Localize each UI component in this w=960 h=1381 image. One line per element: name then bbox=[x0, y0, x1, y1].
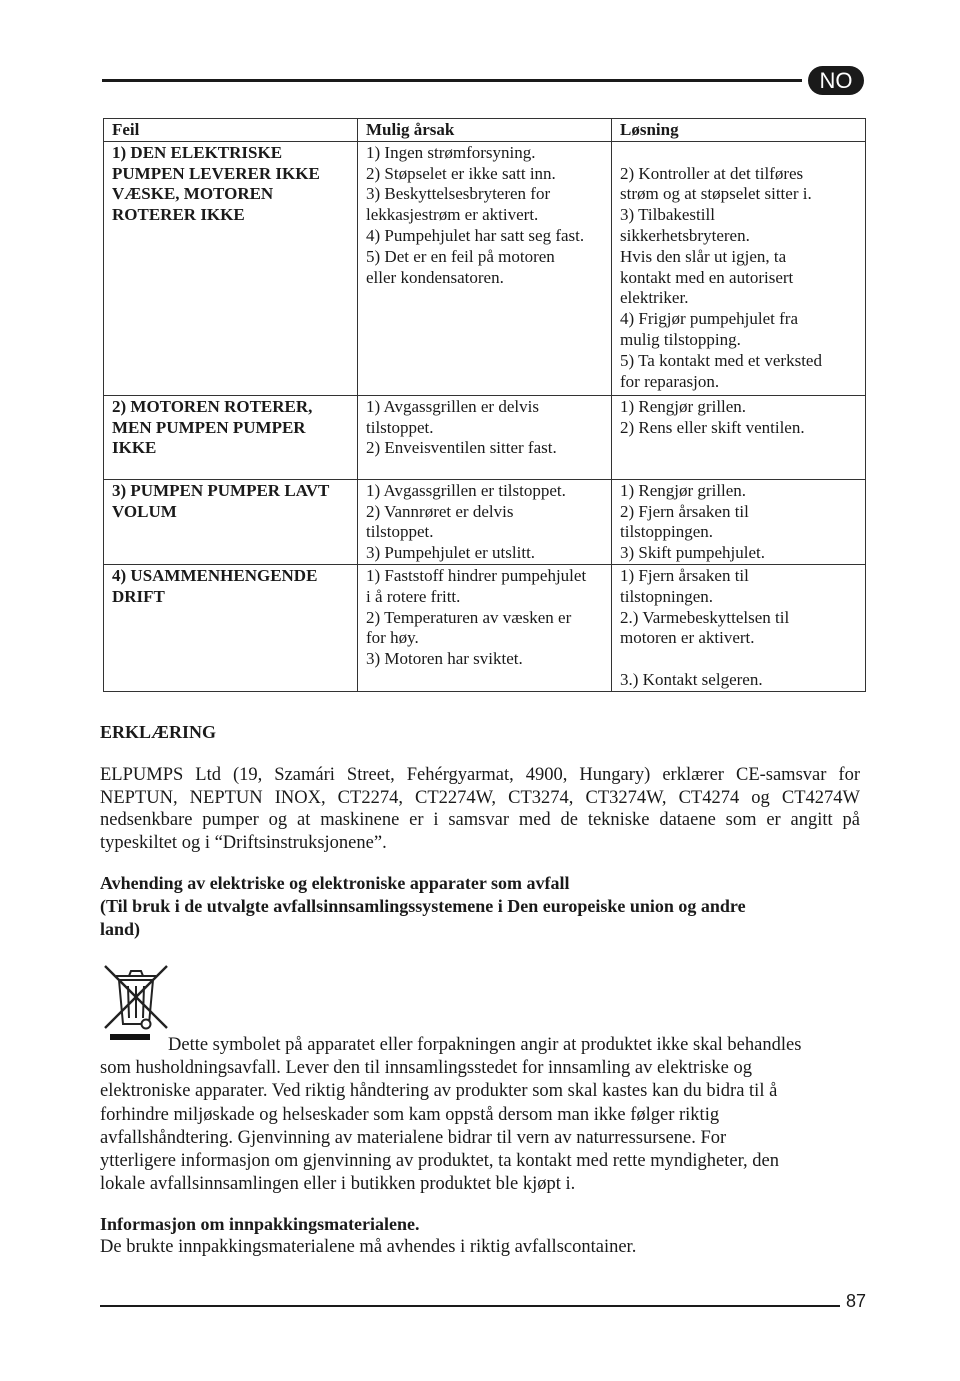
solution-cell bbox=[612, 395, 866, 479]
cell-line: 2.) Varmebeskyttelsen til bbox=[620, 607, 790, 627]
cell-line: 4) USAMMENHENGENDE bbox=[112, 565, 318, 585]
page-number: 87 bbox=[846, 1291, 867, 1311]
cause-cell bbox=[358, 141, 612, 395]
cell-line: 2) MOTOREN ROTERER, bbox=[112, 396, 313, 416]
cell-line: motoren er aktivert. bbox=[620, 628, 755, 648]
cell-line: 2) Fjern årsaken til bbox=[620, 501, 749, 521]
cell-line: 3) Beskyttelsesbryteren for bbox=[366, 184, 551, 204]
table-row bbox=[104, 141, 866, 395]
cell-line: 1) Rengjør grillen. bbox=[620, 396, 747, 416]
cell-line: 1) Fjern årsaken til bbox=[620, 565, 749, 585]
cell-line: 5) Det er en feil på motoren bbox=[366, 246, 555, 266]
fault-cell bbox=[104, 479, 358, 564]
cell-line: 1) Avgassgrillen er delvis bbox=[366, 396, 539, 416]
disposal-heading bbox=[100, 872, 860, 941]
text-line: som husholdningsavfall. Lever den til innsamlingsstedet for innsamling av elektriske og bbox=[100, 1058, 753, 1079]
cell-line: tilstopningen. bbox=[620, 586, 714, 606]
cell-line: 2) Kontroller at det tilføres bbox=[620, 163, 804, 183]
cell-line: 3) PUMPEN PUMPER LAVT bbox=[112, 480, 330, 500]
cell-line: 2) Temperaturen av væsken er bbox=[366, 607, 572, 627]
text-line: typeskiltet og i “Driftsinstruksjonene”. bbox=[100, 832, 387, 853]
cause-cell bbox=[358, 479, 612, 564]
header-solution: Løsning bbox=[612, 119, 866, 142]
cell-line: VÆSKE, MOTOREN bbox=[112, 184, 274, 204]
cell-line: tilstoppingen. bbox=[620, 522, 714, 542]
text-line: forhindre miljøskade og helseskader som kam oppstå dersom man ikke følger riktig bbox=[100, 1104, 720, 1125]
cell-line: 3) Motoren har sviktet. bbox=[366, 649, 523, 669]
text-line: avfallshåndtering. Gjenvinning av materialene bidrar til vern av naturressursene. For bbox=[100, 1127, 727, 1148]
table-row bbox=[104, 395, 866, 479]
cell-line: 1) Ingen strømforsyning. bbox=[366, 142, 536, 162]
cell-line: 3.) Kontakt selgeren. bbox=[620, 669, 763, 689]
cell-line: elektriker. bbox=[620, 288, 689, 308]
cell-line: 1) Faststoff hindrer pumpehjulet bbox=[366, 565, 587, 585]
cell-line: 3) Tilbakestill bbox=[620, 205, 715, 225]
cell-line: IKKE bbox=[112, 438, 157, 458]
text-line: land) bbox=[100, 919, 141, 939]
cell-line: ROTERER IKKE bbox=[112, 205, 245, 225]
fault-cell bbox=[104, 564, 358, 691]
cell-line: mulig tilstopping. bbox=[620, 329, 741, 349]
cell-line: 1) DEN ELEKTRISKE bbox=[112, 142, 283, 162]
cell-line: for høy. bbox=[366, 628, 419, 648]
solution-cell bbox=[612, 564, 866, 691]
language-badge: NO bbox=[808, 66, 864, 95]
text-line: (Til bruk i de utvalgte avfallsinnsamlingssystemene i Den europeiske union og andre bbox=[100, 896, 746, 916]
cell-line: PUMPEN LEVERER IKKE bbox=[112, 163, 320, 183]
table-row bbox=[104, 479, 866, 564]
cell-line: Hvis den slår ut igjen, ta bbox=[620, 246, 787, 266]
packaging-text: De brukte innpakkingsmaterialene må avhendes i riktig avfallscontainer. bbox=[100, 1237, 637, 1257]
disposal-text bbox=[100, 1034, 860, 1196]
cell-line: 1) Rengjør grillen. bbox=[620, 480, 747, 500]
cell-line: 2) Rens eller skift ventilen. bbox=[620, 417, 805, 437]
packaging-heading: Informasjon om innpakkingsmaterialene. bbox=[100, 1214, 420, 1234]
header-cause: Mulig årsak bbox=[358, 119, 612, 142]
cell-line: sikkerhetsbryteren. bbox=[620, 225, 750, 245]
cell-line: 2) Støpselet er ikke satt inn. bbox=[366, 163, 556, 183]
cause-cell bbox=[358, 564, 612, 691]
cell-line: i å rotere fritt. bbox=[366, 586, 461, 606]
declaration-heading: ERKLÆRING bbox=[100, 722, 217, 742]
cell-line: 4) Frigjør pumpehjulet fra bbox=[620, 309, 798, 329]
cell-line: kontakt med en autorisert bbox=[620, 267, 794, 287]
cell-line: 3) Pumpehjulet er utslitt. bbox=[366, 543, 536, 563]
cell-line: 4) Pumpehjulet har satt seg fast. bbox=[366, 225, 585, 245]
cell-line: eller kondensatoren. bbox=[366, 267, 504, 287]
cell-line: 1) Avgassgrillen er tilstoppet. bbox=[366, 480, 566, 500]
text-line: lokale avfallsinnsamlingen eller i butikken produktet ble kjøpt i. bbox=[100, 1174, 576, 1195]
top-rule bbox=[102, 79, 802, 82]
solution-cell bbox=[612, 479, 866, 564]
cell-line: for reparasjon. bbox=[620, 371, 720, 391]
cell-line: 2) Enveisventilen sitter fast. bbox=[366, 438, 557, 458]
cell-line: VOLUM bbox=[112, 501, 177, 521]
cell-line bbox=[620, 649, 857, 670]
text-line: elektroniske apparater. Ved riktig håndtering av produkter som skal kastes kan du bidra til å bbox=[100, 1081, 778, 1102]
weee-crossed-bin-icon bbox=[102, 962, 170, 1042]
troubleshooting-table bbox=[103, 118, 866, 692]
fault-cell bbox=[104, 395, 358, 479]
cell-line: 5) Ta kontakt med et verksted bbox=[620, 350, 822, 370]
table-row bbox=[104, 564, 866, 691]
cell-line: MEN PUMPEN PUMPER bbox=[112, 417, 306, 437]
solution-cell bbox=[612, 141, 866, 395]
text-line: nedsenkbare pumper og at maskinene er i samsvar med de tekniske dataene som er angitt på bbox=[100, 810, 860, 831]
bottom-rule bbox=[100, 1305, 840, 1307]
declaration-text bbox=[100, 764, 860, 854]
text-line: NEPTUN, NEPTUN INOX, CT2274, CT2274W, CT3274, CT3274W, CT4274 og CT4274W bbox=[100, 787, 860, 808]
header-fault: Feil bbox=[104, 119, 358, 142]
cell-line: 2) Vannrøret er delvis bbox=[366, 501, 514, 521]
cell-line: lekkasjestrøm er aktivert. bbox=[366, 205, 539, 225]
cell-line: DRIFT bbox=[112, 586, 165, 606]
cell-line: tilstoppet. bbox=[366, 417, 434, 437]
cell-line bbox=[620, 143, 857, 164]
cell-line: tilstoppet. bbox=[366, 522, 434, 542]
fault-cell bbox=[104, 141, 358, 395]
cause-cell bbox=[358, 395, 612, 479]
table-header-row bbox=[104, 119, 866, 142]
text-line: ytterligere informasjon om gjenvinning av produktet, ta kontakt med rette myndigheter, den bbox=[100, 1151, 779, 1172]
cell-line: 3) Skift pumpehjulet. bbox=[620, 543, 765, 563]
text-line: Dette symbolet på apparatet eller forpakningen angir at produktet ikke skal behandles bbox=[168, 1035, 802, 1055]
cell-line: strøm og at støpselet sitter i. bbox=[620, 184, 812, 204]
text-line: ELPUMPS Ltd (19, Szamári Street, Fehérgyarmat, 4900, Hungary) erklærer CE-samsvar for bbox=[100, 765, 860, 785]
text-line: Avhending av elektriske og elektroniske apparater som avfall bbox=[100, 873, 570, 893]
